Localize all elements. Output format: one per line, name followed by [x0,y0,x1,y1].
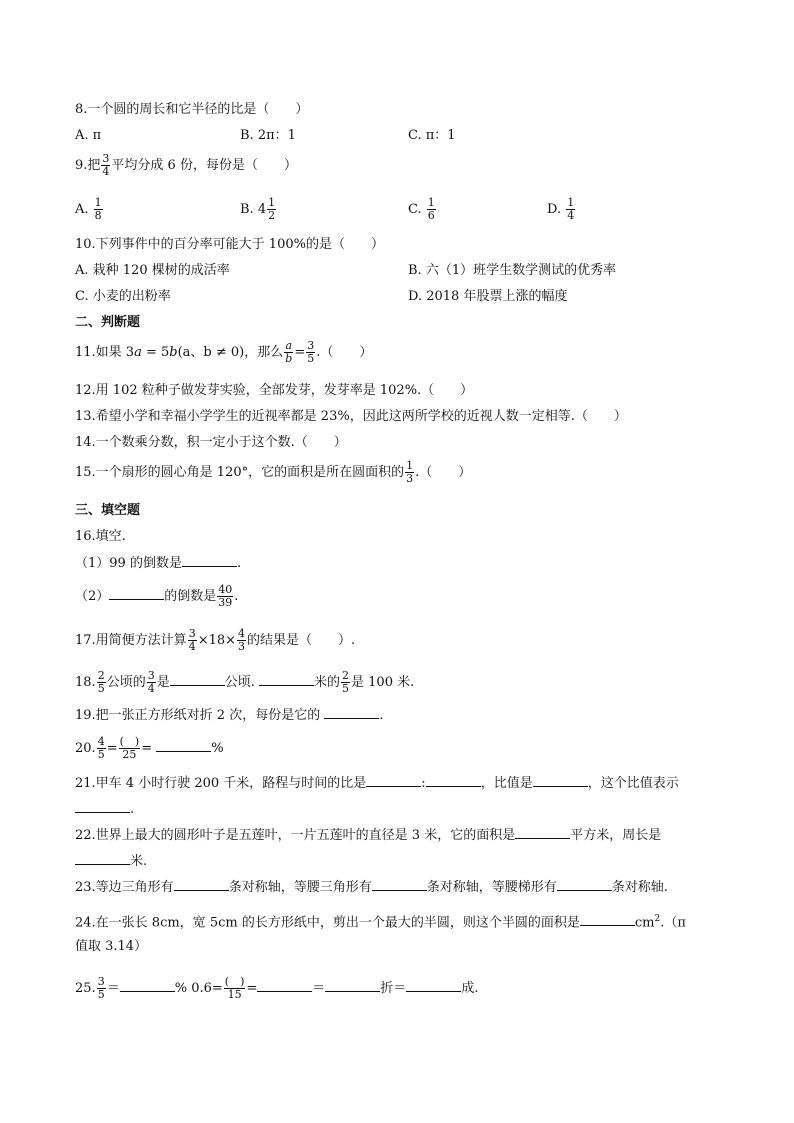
q8-option-b: B. 2π：1 [240,128,296,143]
answer-blank[interactable] [406,979,461,992]
q10-option-a: A. 栽种 120 棵树的成活率 [75,263,230,278]
question-11: 11.如果 3a = 5b(a、b ≠ 0)，那么 $\frac{a}{b}$ = $\frac{3}{5}$ .（ ） [75,339,373,365]
question-20: 20. $\frac{4}{5}$ = $\frac{( )}{25}$ = % [75,735,224,761]
answer-blank[interactable] [257,979,312,992]
answer-blank[interactable] [426,774,481,787]
answer-blank[interactable] [366,774,421,787]
answer-blank[interactable] [156,739,211,752]
question-8: 8.一个圆的周长和它半径的比是（ ） [75,102,309,117]
question-21: 21.甲车 4 小时行驶 200 千米，路程与时间的比是 : ，比值是 ，这个比值表示 [75,776,679,791]
q8-option-a: A. π [75,128,102,143]
q9-option-b: B. 4 $\frac{1}{2}$ [240,196,276,222]
answer-blank[interactable] [533,774,588,787]
question-10: 10.下列事件中的百分率可能大于 100%的是（ ） [75,237,384,252]
answer-blank[interactable] [259,673,314,686]
fraction: $\frac{3}{4}$ [102,152,110,178]
question-18: 18. $\frac{2}{5}$ 公顷的 $\frac{3}{4}$ 是 公顷. 米的 $\frac{2}{5}$ 是 100 米. [75,669,415,695]
answer-blank[interactable] [182,554,237,567]
question-16: 16.填空. [75,529,126,544]
answer-blank[interactable] [557,878,612,891]
answer-blank[interactable] [174,878,229,891]
question-13: 13.希望小学和幸福小学学生的近视率都是 23%，因此这两所学校的近视人数一定相等.（ ） [75,409,627,424]
section-heading-judgement: 二、判断题 [75,315,141,330]
answer-blank[interactable] [372,878,427,891]
question-14: 14.一个数乘分数，积一定小于这个数.（ ） [75,435,347,450]
answer-blank[interactable] [324,706,379,719]
answer-blank[interactable] [325,979,380,992]
question-17: 17.用简便方法计算 $\frac{3}{4}$ ×18× $\frac{4}{3}$ 的结果是（ ）. [75,627,356,653]
question-24-cont: 值取 3.14） [75,939,148,954]
question-9: 9.把 $\frac{3}{4}$ 平均分成 6 份，每份是（ ） [75,152,297,178]
question-12: 12.用 102 粒种子做发芽实验，全部发芽，发芽率是 102%.（ ） [75,383,474,398]
answer-blank[interactable] [580,913,635,926]
answer-blank[interactable] [109,587,164,600]
question-25: 25. $\frac{3}{5}$ ＝ % 0.6= $\frac{( )}{15}$ = ＝ 折＝ 成. [75,975,479,1001]
q10-option-d: D. 2018 年股票上涨的幅度 [408,289,568,304]
section-heading-fill-in: 三、填空题 [75,503,141,518]
question-15: 15.一个扇形的圆心角是 120°，它的面积是所在圆面积的 $\frac{1}{3}$ .（ ） [75,459,472,485]
q10-option-b: B. 六（1）班学生数学测试的优秀率 [408,263,617,278]
answer-blank[interactable] [75,800,130,813]
q9-option-d: D. $\frac{1}{4}$ [547,196,575,222]
question-16-part-2: （2） 的倒数是 $\frac{40}{39}$ . [75,583,239,609]
question-16-part-1: （1）99 的倒数是 . [75,556,242,571]
q10-option-c: C. 小麦的出粉率 [75,289,171,304]
question-19: 19.把一张正方形纸对折 2 次，每份是它的 . [75,708,384,723]
question-21-cont: . [75,800,134,819]
q9-option-c: C. $\frac{1}{6}$ [408,196,435,222]
q9-option-a: A. $\frac{1}{8}$ [75,196,102,222]
answer-blank[interactable] [120,979,175,992]
question-22: 22.世界上最大的圆形叶子是五莲叶，一片五莲叶的直径是 3 米，它的面积是 平方米，周长是 [75,828,662,843]
question-22-cont: 米. [75,852,147,871]
answer-blank[interactable] [170,673,225,686]
answer-blank[interactable] [75,852,130,865]
question-24: 24.在一张长 8cm，宽 5cm 的长方形纸中，剪出一个最大的半圆，则这个半圆的面积是 $cm^2.(\pi$ [75,914,686,931]
answer-blank[interactable] [515,826,570,839]
question-23: 23.等边三角形有 条对称轴，等腰三角形有 条对称轴，等腰梯形有 条对称轴. [75,880,668,895]
q8-option-c: C. π：1 [408,128,456,143]
